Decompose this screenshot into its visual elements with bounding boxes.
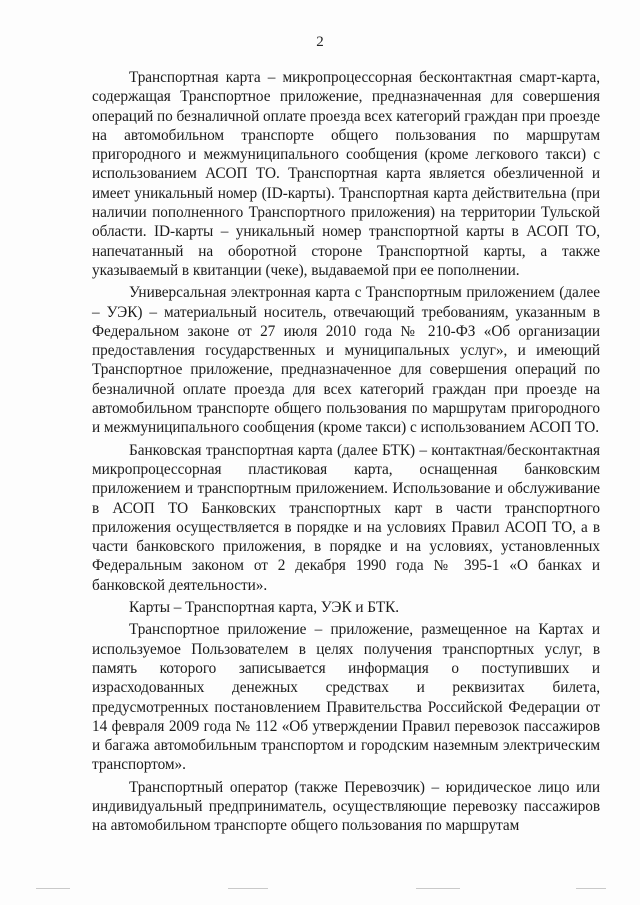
scan-mark xyxy=(36,888,70,889)
scan-mark xyxy=(416,888,460,889)
scan-mark xyxy=(228,888,268,889)
paragraph-transport-card: Транспортная карта – микропроцессорная бесконтактная смарт-карта, содержащая Транспортное приложение, предназначенная для совершения операций по безналичной оплате проезда всех категорий граждан при проезде на автомобильном транспорте общего пользования по маршрутам пригородного и межмуниципального сообщения (кроме легкового такси) с использованием АСОП ТО. Транспортная карта является обезличенной и имеет уникальный номер (ID-карты). Транспортная карта действительна (при наличии пополненного Транспортного приложения) на территории Тульской области. ID-карты – уникальный номер транспортной карты в АСОП ТО, напечатанный на оборотной стороне Транспортной карты, а также указываемый в квитанции (чеке), выдаваемой при ее пополнении. xyxy=(92,69,600,279)
paragraph-transport-operator: Транспортный оператор (также Перевозчик) – юридическое лицо или индивидуальный предприниматель, осуществляющие перевозку пассажиров на автомобильном транспорте общего пользования по маршрутам xyxy=(92,778,600,835)
scan-mark xyxy=(576,888,606,889)
paragraph-transport-application: Транспортное приложение – приложение, размещенное на Картах и используемое Пользователем в целях получения транспортных услуг, в память которого записывается информация о поступивших и израсходованных денежных средствах и реквизитах билета, предусмотренных постановлением Правительства Российской Федерации от 14 февраля 2009 года № 112 «Об утверждении Правил перевозок пассажиров и багажа автомобильным транспортом и городским наземным электрическим транспортом». xyxy=(92,621,600,774)
page-number: 2 xyxy=(316,34,324,50)
document-body xyxy=(92,68,600,836)
paragraph-bank-transport-card: Банковская транспортная карта (далее БТК) – контактная/бесконтактная микропроцессорная пластиковая карта, оснащенная банковским приложением и транспортным приложением. Использование и обслуживание в АСОП ТО Банковских транспортных карт в части транспортного приложения осуществляется в порядке и на условиях Правил АСОП ТО, а в части банковского приложения, в порядке и на условиях, установленных Федеральным законом от 2 декабря 1990 года № 395-1 «О банках и банковской деятельности». xyxy=(92,441,600,594)
paragraph-universal-electronic-card: Универсальная электронная карта с Транспортным приложением (далее – УЭК) – материальный носитель, отвечающий требованиям, указанным в Федеральном законе от 27 июля 2010 года № 210-ФЗ «Об организации предоставления государственных и муниципальных услуг», и имеющий Транспортное приложение, предназначенное для совершения операций по безналичной оплате проезда для всех категорий граждан при проезде на автомобильном транспорте общего пользования по маршрутам пригородного и межмуниципального сообщения (кроме такси) с использованием АСОП ТО. xyxy=(92,284,600,437)
paragraph-cards-definition: Карты – Транспортная карта, УЭК и БТК. xyxy=(129,599,400,617)
scan-artifacts xyxy=(0,888,640,892)
